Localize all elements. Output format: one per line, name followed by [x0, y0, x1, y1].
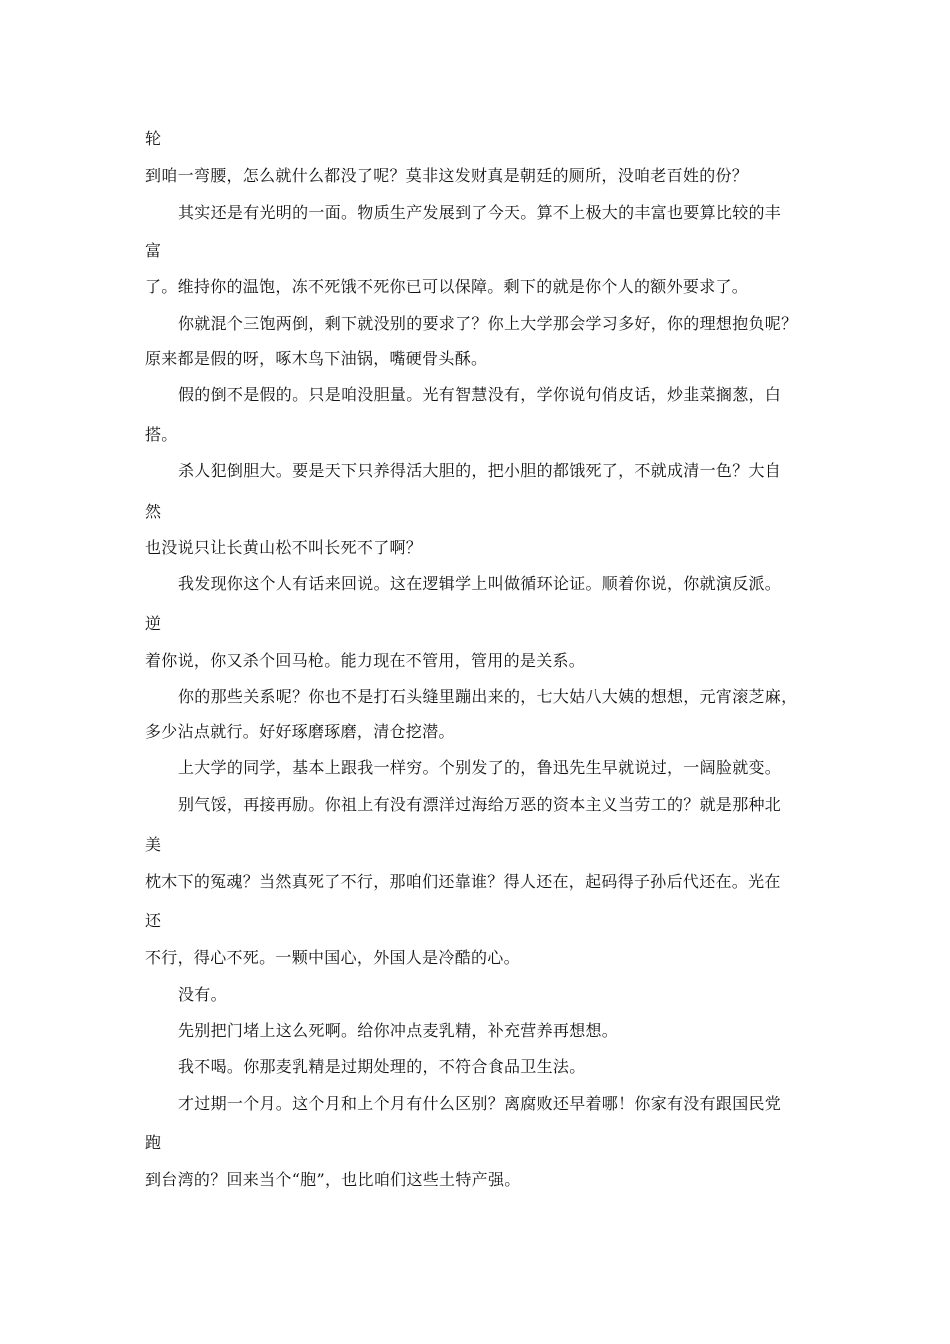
- text-line: 原来都是假的呀，啄木鸟下油锅，嘴硬骨头酥。: [145, 349, 488, 368]
- text-line: 富: [145, 241, 162, 260]
- text-line: 搭。: [145, 425, 178, 444]
- text-line: 着你说，你又杀个回马枪。能力现在不管用，管用的是关系。: [145, 651, 586, 670]
- text-line: 先别把门堵上这么死啊。给你冲点麦乳精，补充营养再想想。: [178, 1021, 619, 1040]
- text-line: 我不喝。你那麦乳精是过期处理的，不符合食品卫生法。: [178, 1057, 586, 1076]
- text-line: 也没说只让长黄山松不叫长死不了啊？: [145, 538, 423, 557]
- text-line: 到咱一弯腰，怎么就什么都没了呢？莫非这发财真是朝廷的厕所，没咱老百姓的份？: [145, 166, 749, 185]
- text-line: 逆: [145, 614, 162, 633]
- text-line: 假的倒不是假的。只是咱没胆量。光有智慧没有，学你说句俏皮话，炒韭菜搁葱，白: [178, 385, 782, 404]
- text-line: 其实还是有光明的一面。物质生产发展到了今天。算不上极大的丰富也要算比较的丰: [178, 203, 782, 222]
- text-line: 轮: [145, 129, 162, 148]
- text-line: 美: [145, 835, 162, 854]
- text-line: 才过期一个月。这个月和上个月有什么区别？离腐败还早着哪！你家有没有跟国民党: [178, 1094, 782, 1113]
- text-line: 别气馁，再接再励。你祖上有没有漂洋过海给万恶的资本主义当劳工的？就是那种北: [178, 795, 782, 814]
- text-line: 然: [145, 502, 162, 521]
- text-line: 不行，得心不死。一颗中国心，外国人是冷酷的心。: [145, 948, 520, 967]
- text-line: 没有。: [178, 985, 227, 1004]
- text-line: 你就混个三饱两倒，剩下就没别的要求了？你上大学那会学习多好，你的理想抱负呢？: [178, 314, 798, 333]
- text-line: 跑: [145, 1133, 162, 1152]
- text-line: 还: [145, 911, 162, 930]
- text-line: 上大学的同学，基本上跟我一样穷。个别发了的，鲁迅先生早就说过，一阔脸就变。: [178, 758, 782, 777]
- text-line: 你的那些关系呢？你也不是打石头缝里蹦出来的，七大姑八大姨的想想，元宵滚芝麻，: [178, 687, 798, 706]
- text-line: 到台湾的？回来当个“胞”，也比咱们这些土特产强。: [145, 1170, 521, 1189]
- text-line: 枕木下的冤魂？当然真死了不行，那咱们还靠谁？得人还在，起码得子孙后代还在。光在: [145, 872, 781, 891]
- text-line: 了。维持你的温饱，冻不死饿不死你已可以保障。剩下的就是你个人的额外要求了。: [145, 277, 749, 296]
- text-line: 多少沾点就行。好好琢磨琢磨，清仓挖潜。: [145, 722, 455, 741]
- text-line: 杀人犯倒胆大。要是天下只养得活大胆的，把小胆的都饿死了，不就成清一色？大自: [178, 461, 782, 480]
- text-line: 我发现你这个人有话来回说。这在逻辑学上叫做循环论证。顺着你说，你就演反派。: [178, 574, 782, 593]
